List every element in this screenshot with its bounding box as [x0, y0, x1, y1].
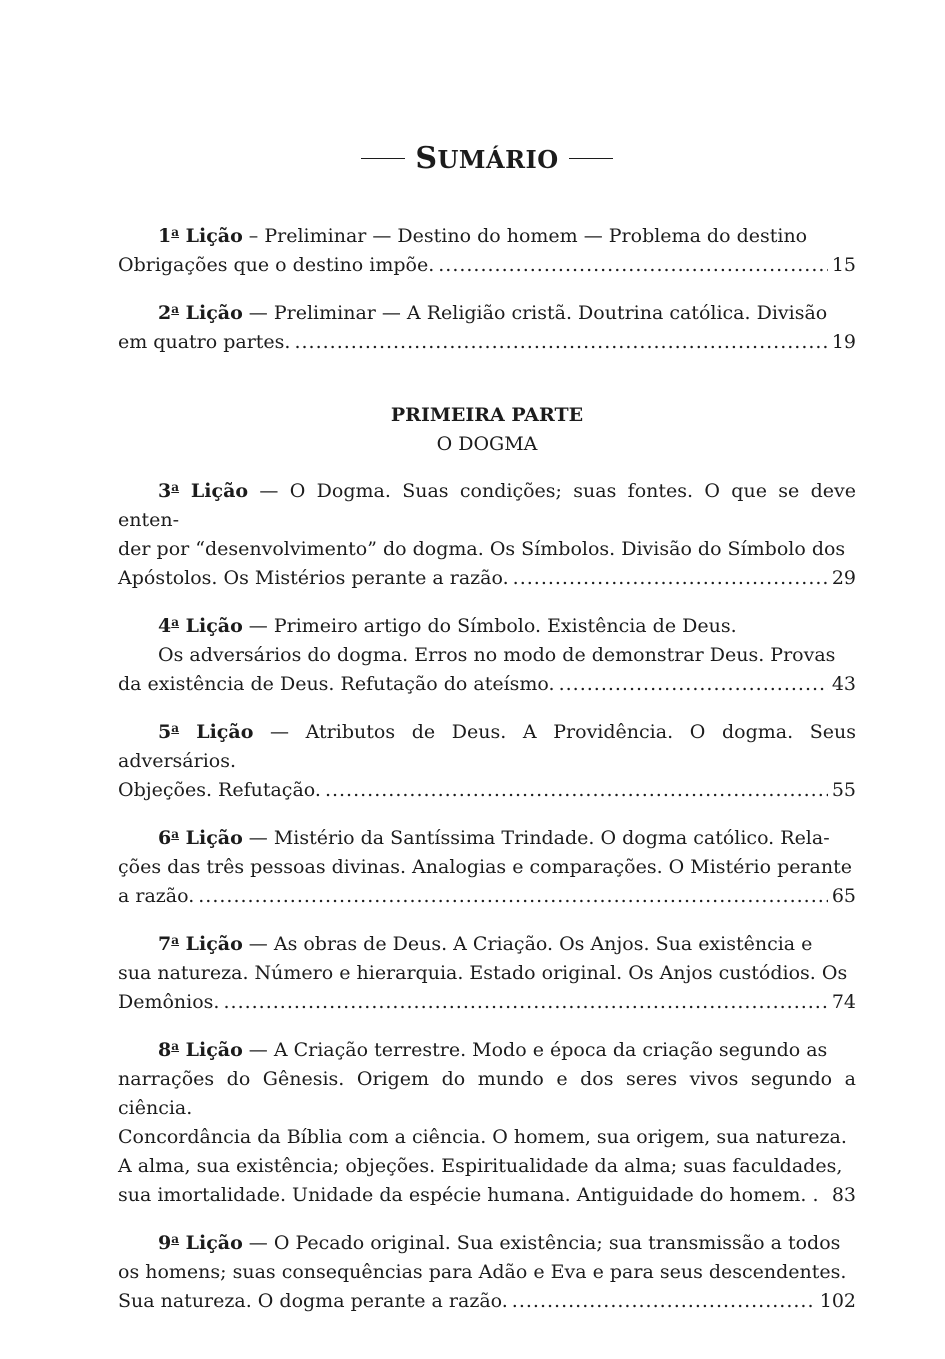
toc-entry-first-line: [118, 473, 856, 535]
toc-entry-text: da existência de Deus. Refutação do ateísmo.: [118, 673, 555, 695]
toc-entry-last-line: [118, 776, 856, 805]
dot-leader: [559, 670, 828, 699]
toc-entry-text: — Primeiro artigo do Símbolo. Existência de Deus.: [242, 615, 737, 637]
title-rest: UMÁRIO: [437, 145, 559, 174]
lesson-word: Lição: [179, 480, 249, 502]
toc-entry-last-line: [118, 328, 856, 357]
title-dash-right: [569, 158, 613, 159]
dot-leader: [512, 1287, 816, 1316]
dot-leader: [198, 882, 828, 911]
lesson-word: Lição: [179, 933, 243, 955]
toc-entry-text: sua imortalidade. Unidade da espécie humana. Antiguidade do homem. .: [118, 1184, 819, 1206]
lesson-number: 1: [158, 225, 172, 247]
toc-entry-last-line: [118, 251, 856, 280]
page-number: 15: [831, 254, 856, 276]
part-heading: [118, 401, 856, 459]
lesson-number: 6: [158, 827, 172, 849]
toc-entry-text: Objeções. Refutação.: [118, 779, 321, 801]
part-title: PRIMEIRA PARTE: [390, 404, 584, 426]
toc-entry-first-line: [118, 1225, 856, 1258]
lesson-word: Lição: [179, 615, 243, 637]
lesson-ordinal: a: [171, 721, 180, 735]
lesson-number: 8: [158, 1039, 172, 1061]
lesson-label: [158, 225, 243, 247]
toc-entry-last-line: [118, 882, 856, 911]
toc-entry-text: Sua natureza. O dogma perante a razão.: [118, 1290, 508, 1312]
toc-entry-text: Demônios.: [118, 991, 220, 1013]
lesson-word: Lição: [179, 225, 243, 247]
toc-entry-last-line: [118, 988, 856, 1017]
page-number: 55: [831, 779, 856, 801]
toc-entry-first-line: [118, 218, 856, 251]
dot-leader: [438, 251, 828, 280]
page-number: 83: [831, 1184, 856, 1206]
lesson-label: [158, 302, 243, 324]
toc-entry: [118, 926, 856, 1017]
lesson-word: Lição: [179, 721, 254, 743]
lesson-ordinal: a: [171, 933, 180, 947]
lesson-ordinal: a: [171, 225, 180, 239]
toc-entry-text: a razão.: [118, 885, 195, 907]
toc-entry-text: em quatro partes.: [118, 331, 291, 353]
lesson-word: Lição: [179, 1039, 243, 1061]
toc-entry: [118, 218, 856, 280]
toc-entry-line: der por “desenvolvimento” do dogma. Os Símbolos. Divisão do Símbolo dos: [118, 538, 846, 560]
lesson-ordinal: a: [171, 1232, 180, 1246]
toc-entry-text: — O Pecado original. Sua existência; sua transmissão a todos: [242, 1232, 841, 1254]
lesson-ordinal: a: [171, 827, 180, 841]
toc-entry: [118, 1225, 856, 1316]
toc-entry-last-line: [118, 670, 856, 699]
toc-entry: [118, 473, 856, 593]
lesson-label: [158, 1232, 243, 1254]
toc-entry-text: — As obras de Deus. A Criação. Os Anjos. Sua existência e: [242, 933, 813, 955]
toc-entry-text: — Atributos de Deus. A Providência. O dogma. Seus adversários.: [118, 721, 856, 772]
dot-leader: [223, 988, 827, 1017]
page-number: 43: [831, 673, 856, 695]
dot-leader: [513, 564, 828, 593]
toc-entry: [118, 295, 856, 357]
lesson-label: [158, 721, 253, 743]
page-number: 65: [831, 885, 856, 907]
lesson-number: 7: [158, 933, 172, 955]
lesson-label: [158, 480, 248, 502]
toc-entry-first-line: [118, 295, 856, 328]
lesson-ordinal: a: [171, 480, 180, 494]
dot-leader: [294, 328, 827, 357]
lesson-ordinal: a: [171, 1039, 180, 1053]
toc-entry-text: — Preliminar — A Religião cristã. Doutrina católica. Divisão: [242, 302, 828, 324]
lesson-number: 5: [158, 721, 172, 743]
toc-entry-first-line: [118, 714, 856, 776]
toc-entry-last-line: [118, 1287, 856, 1316]
lesson-number: 9: [158, 1232, 172, 1254]
lesson-label: [158, 827, 243, 849]
page-number: 19: [831, 331, 856, 353]
toc-entry: [118, 608, 856, 699]
toc-entry-line: os homens; suas consequências para Adão e Eva e para seus descendentes.: [118, 1261, 847, 1283]
toc-entry-line: sua natureza. Número e hierarquia. Estado original. Os Anjos custódios. Os: [118, 962, 848, 984]
toc-entry-line: Concordância da Bíblia com a ciência. O homem, sua origem, sua natureza.: [118, 1126, 847, 1148]
toc-entry-text: – Preliminar — Destino do homem — Problema do destino: [242, 225, 808, 247]
lesson-ordinal: a: [171, 302, 180, 316]
toc-entry: [118, 714, 856, 805]
dot-leader: [325, 776, 828, 805]
table-of-contents: [118, 140, 856, 1331]
toc-entry-first-line: [118, 926, 856, 959]
page-number: 102: [819, 1290, 856, 1312]
toc-entry-last-line: [118, 1181, 856, 1210]
toc-entry-text: Obrigações que o destino impõe.: [118, 254, 435, 276]
lesson-label: [158, 933, 243, 955]
part-entries: [118, 473, 856, 1316]
title-first-letter: S: [415, 141, 438, 176]
lesson-ordinal: a: [171, 615, 180, 629]
toc-entry-text: — Mistério da Santíssima Trindade. O dogma católico. Rela-: [242, 827, 830, 849]
lesson-number: 4: [158, 615, 172, 637]
toc-entry-line: ções das três pessoas divinas. Analogias e comparações. O Mistério perante: [118, 856, 852, 878]
page-number: 29: [831, 567, 856, 589]
lesson-word: Lição: [179, 827, 243, 849]
toc-entry-indented-line: Os adversários do dogma. Erros no modo de demonstrar Deus. Provas: [158, 644, 836, 666]
toc-entry: [118, 820, 856, 911]
toc-entry-last-line: [118, 564, 856, 593]
intro-entries: [118, 218, 856, 357]
toc-entry-text: — A Criação terrestre. Modo e época da criação segundo as: [242, 1039, 828, 1061]
toc-entry-line: narrações do Gênesis. Origem do mundo e dos seres vivos segundo a ciência.: [118, 1068, 856, 1119]
toc-entry-first-line: [118, 1032, 856, 1065]
lesson-label: [158, 615, 243, 637]
page-number: 74: [831, 991, 856, 1013]
toc-entry-first-line: [118, 820, 856, 853]
toc-entry-text: Apóstolos. Os Mistérios perante a razão.: [118, 567, 509, 589]
part-subtitle: O DOGMA: [436, 433, 538, 455]
lesson-word: Lição: [179, 1232, 243, 1254]
toc-entry: [118, 1032, 856, 1210]
page-title: [118, 140, 856, 178]
lesson-number: 3: [158, 480, 172, 502]
lesson-label: [158, 1039, 243, 1061]
toc-entry-text: — O Dogma. Suas condições; suas fontes. O que se deve enten-: [118, 480, 856, 531]
lesson-word: Lição: [179, 302, 243, 324]
toc-entry-line: A alma, sua existência; objeções. Espiritualidade da alma; suas faculdades,: [118, 1155, 843, 1177]
toc-entry-first-line: [118, 608, 856, 641]
lesson-number: 2: [158, 302, 172, 324]
title-dash-left: [361, 158, 405, 159]
